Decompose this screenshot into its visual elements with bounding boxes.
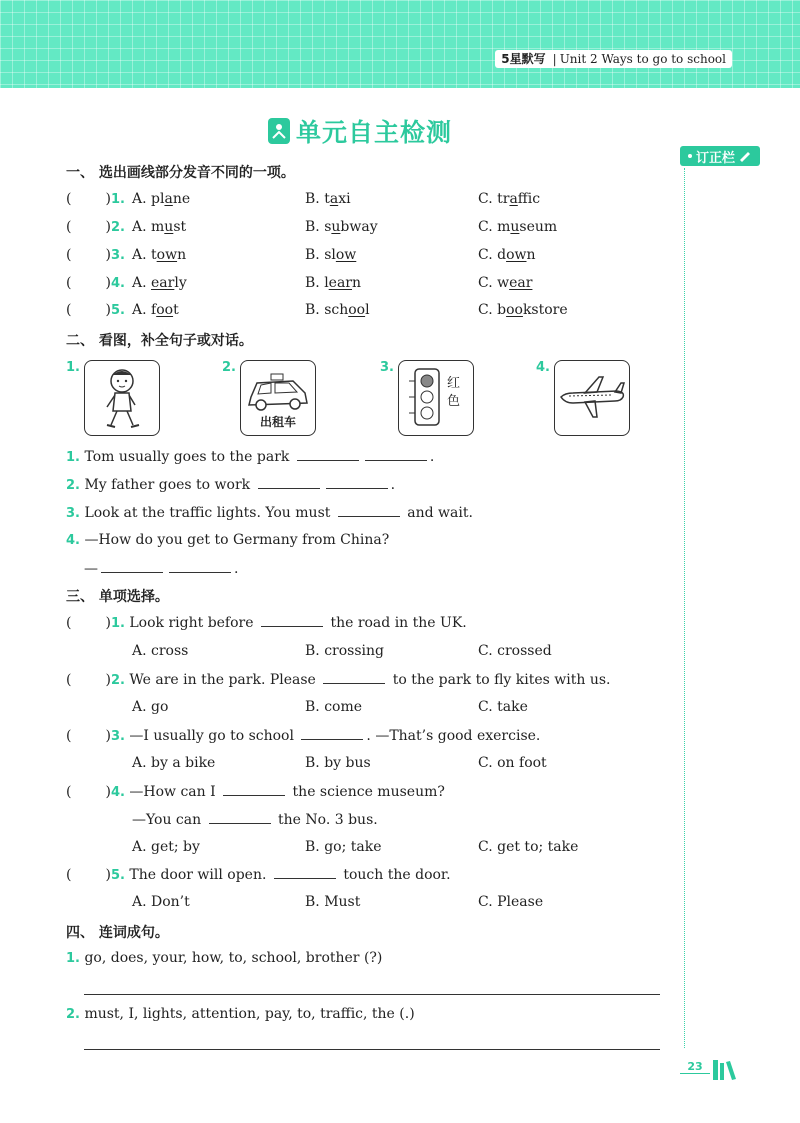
phonics-option-a[interactable]: A. plane <box>132 191 191 207</box>
s3-q3-option-b[interactable]: B. by bus <box>305 755 371 771</box>
s4-item-1: 1. go, does, your, how, to, school, brother (?) <box>66 950 383 966</box>
picture-taxi <box>240 360 316 436</box>
phonics-option-c[interactable]: C. bookstore <box>478 302 568 318</box>
taxi-label: 出租车 <box>259 415 296 429</box>
s3-q2-option-a[interactable]: A. go <box>132 699 169 715</box>
answer-blank[interactable] <box>101 560 163 573</box>
phonics-option-c[interactable]: C. wear <box>478 275 533 291</box>
s3-q1-option-b[interactable]: B. crossing <box>305 643 384 659</box>
answer-blank[interactable] <box>258 476 320 489</box>
taxi-icon <box>241 361 315 417</box>
pic-number-3: 3. <box>380 360 394 375</box>
phonics-question: ( )5. <box>66 302 125 318</box>
answer-blank[interactable] <box>365 448 427 461</box>
phonics-option-a[interactable]: A. foot <box>132 302 179 318</box>
pic-number-2: 2. <box>222 360 236 375</box>
plane-icon <box>555 361 629 435</box>
page-title-wrap <box>268 114 452 148</box>
phonics-option-a[interactable]: A. early <box>132 275 187 291</box>
answer-line[interactable] <box>84 1049 660 1050</box>
phonics-option-c[interactable]: C. museum <box>478 219 558 235</box>
s3-q3-option-a[interactable]: A. by a bike <box>132 755 216 771</box>
phonics-question: ( )4. <box>66 275 125 291</box>
phonics-option-a[interactable]: A. must <box>132 219 187 235</box>
s3-question-2: ( )2. We are in the park. Please to the park to fly kites with us. <box>66 672 611 688</box>
light-label-red: 红 <box>447 376 461 391</box>
phonics-option-b[interactable]: B. slow <box>305 247 357 263</box>
correction-tab: 订正栏 <box>680 146 760 166</box>
answer-blank[interactable] <box>274 866 336 879</box>
section1-heading: 一、 选出画线部分发音不同的一项。 <box>66 165 295 181</box>
s2-sentence-4: 4. —How do you get to Germany from China? <box>66 532 390 548</box>
answer-blank[interactable] <box>297 448 359 461</box>
s2-sentence-1: 1. Tom usually goes to the park . <box>66 449 435 465</box>
page-number: 23 <box>680 1060 710 1074</box>
phonics-option-b[interactable]: B. school <box>305 302 370 318</box>
s3-q2-option-b[interactable]: B. come <box>305 699 363 715</box>
answer-blank[interactable] <box>261 614 323 627</box>
light-label-color: 色 <box>447 394 461 409</box>
phonics-option-a[interactable]: A. town <box>132 247 187 263</box>
s3-q5-option-b[interactable]: B. Must <box>305 894 361 910</box>
answer-blank[interactable] <box>326 476 388 489</box>
answer-blank[interactable] <box>223 783 285 796</box>
answer-blank[interactable] <box>209 811 271 824</box>
s3-q4-option-b[interactable]: B. go; take <box>305 839 382 855</box>
s3-question-3: ( )3. —I usually go to school . —That’s good exercise. <box>66 728 541 744</box>
picture-traffic-light <box>398 360 474 436</box>
phonics-question: ( )1. <box>66 191 125 207</box>
books-icon <box>712 1058 738 1080</box>
phonics-question: ( )2. <box>66 219 125 235</box>
answer-blank[interactable] <box>323 671 385 684</box>
page-title: 单元自主检测 <box>296 118 453 147</box>
traffic-light-icon <box>399 361 473 435</box>
section3-heading: 三、 单项选择。 <box>66 589 169 605</box>
walking-boy-icon <box>85 361 159 435</box>
s3-q4-option-c[interactable]: C. get to; take <box>478 839 579 855</box>
answer-blank[interactable] <box>301 727 363 740</box>
header-unit: Unit 2 Ways to go to school <box>559 52 726 66</box>
s3-q3-option-c[interactable]: C. on foot <box>478 755 547 771</box>
reading-icon <box>268 118 290 144</box>
s2-sentence-3: 3. Look at the traffic lights. You must and wait. <box>66 505 473 521</box>
phonics-option-b[interactable]: B. learn <box>305 275 362 291</box>
s3-q4-option-a[interactable]: A. get; by <box>132 839 200 855</box>
phonics-option-b[interactable]: B. subway <box>305 219 378 235</box>
header-label: 5星默写 | Unit 2 Ways to go to school <box>495 50 732 68</box>
s3-q5-option-c[interactable]: C. Please <box>478 894 544 910</box>
s2-sentence-2: 2. My father goes to work . <box>66 477 396 493</box>
section2-heading: 二、 看图，补全句子或对话。 <box>66 333 253 349</box>
answer-blank[interactable] <box>338 504 400 517</box>
s3-q5-option-a[interactable]: A. Don’t <box>132 894 190 910</box>
pencil-icon <box>738 150 752 162</box>
s3-q1-option-a[interactable]: A. cross <box>132 643 189 659</box>
picture-walking-boy <box>84 360 160 436</box>
s3-question-1: ( )1. Look right before the road in the UK. <box>66 615 467 631</box>
s2-reply: — . <box>84 561 239 577</box>
s3-question-5: ( )5. The door will open. touch the door. <box>66 867 451 883</box>
section4-heading: 四、 连词成句。 <box>66 925 169 941</box>
correction-column-line <box>684 168 685 1048</box>
s3-q2-option-c[interactable]: C. take <box>478 699 528 715</box>
picture-plane <box>554 360 630 436</box>
pic-number-1: 1. <box>66 360 80 375</box>
answer-blank[interactable] <box>169 560 231 573</box>
phonics-question: ( )3. <box>66 247 125 263</box>
phonics-option-c[interactable]: C. down <box>478 247 536 263</box>
answer-line[interactable] <box>84 994 660 995</box>
phonics-option-c[interactable]: C. traffic <box>478 191 541 207</box>
header-band <box>0 0 800 88</box>
s3-question-4-line2: —You can the No. 3 bus. <box>132 812 378 828</box>
phonics-option-b[interactable]: B. taxi <box>305 191 351 207</box>
s4-item-2: 2. must, I, lights, attention, pay, to, traffic, the (.) <box>66 1006 415 1022</box>
pic-number-4: 4. <box>536 360 550 375</box>
header-brand: 5星默写 <box>501 52 546 66</box>
s3-q1-option-c[interactable]: C. crossed <box>478 643 552 659</box>
s3-question-4: ( )4. —How can I the science museum? <box>66 784 445 800</box>
